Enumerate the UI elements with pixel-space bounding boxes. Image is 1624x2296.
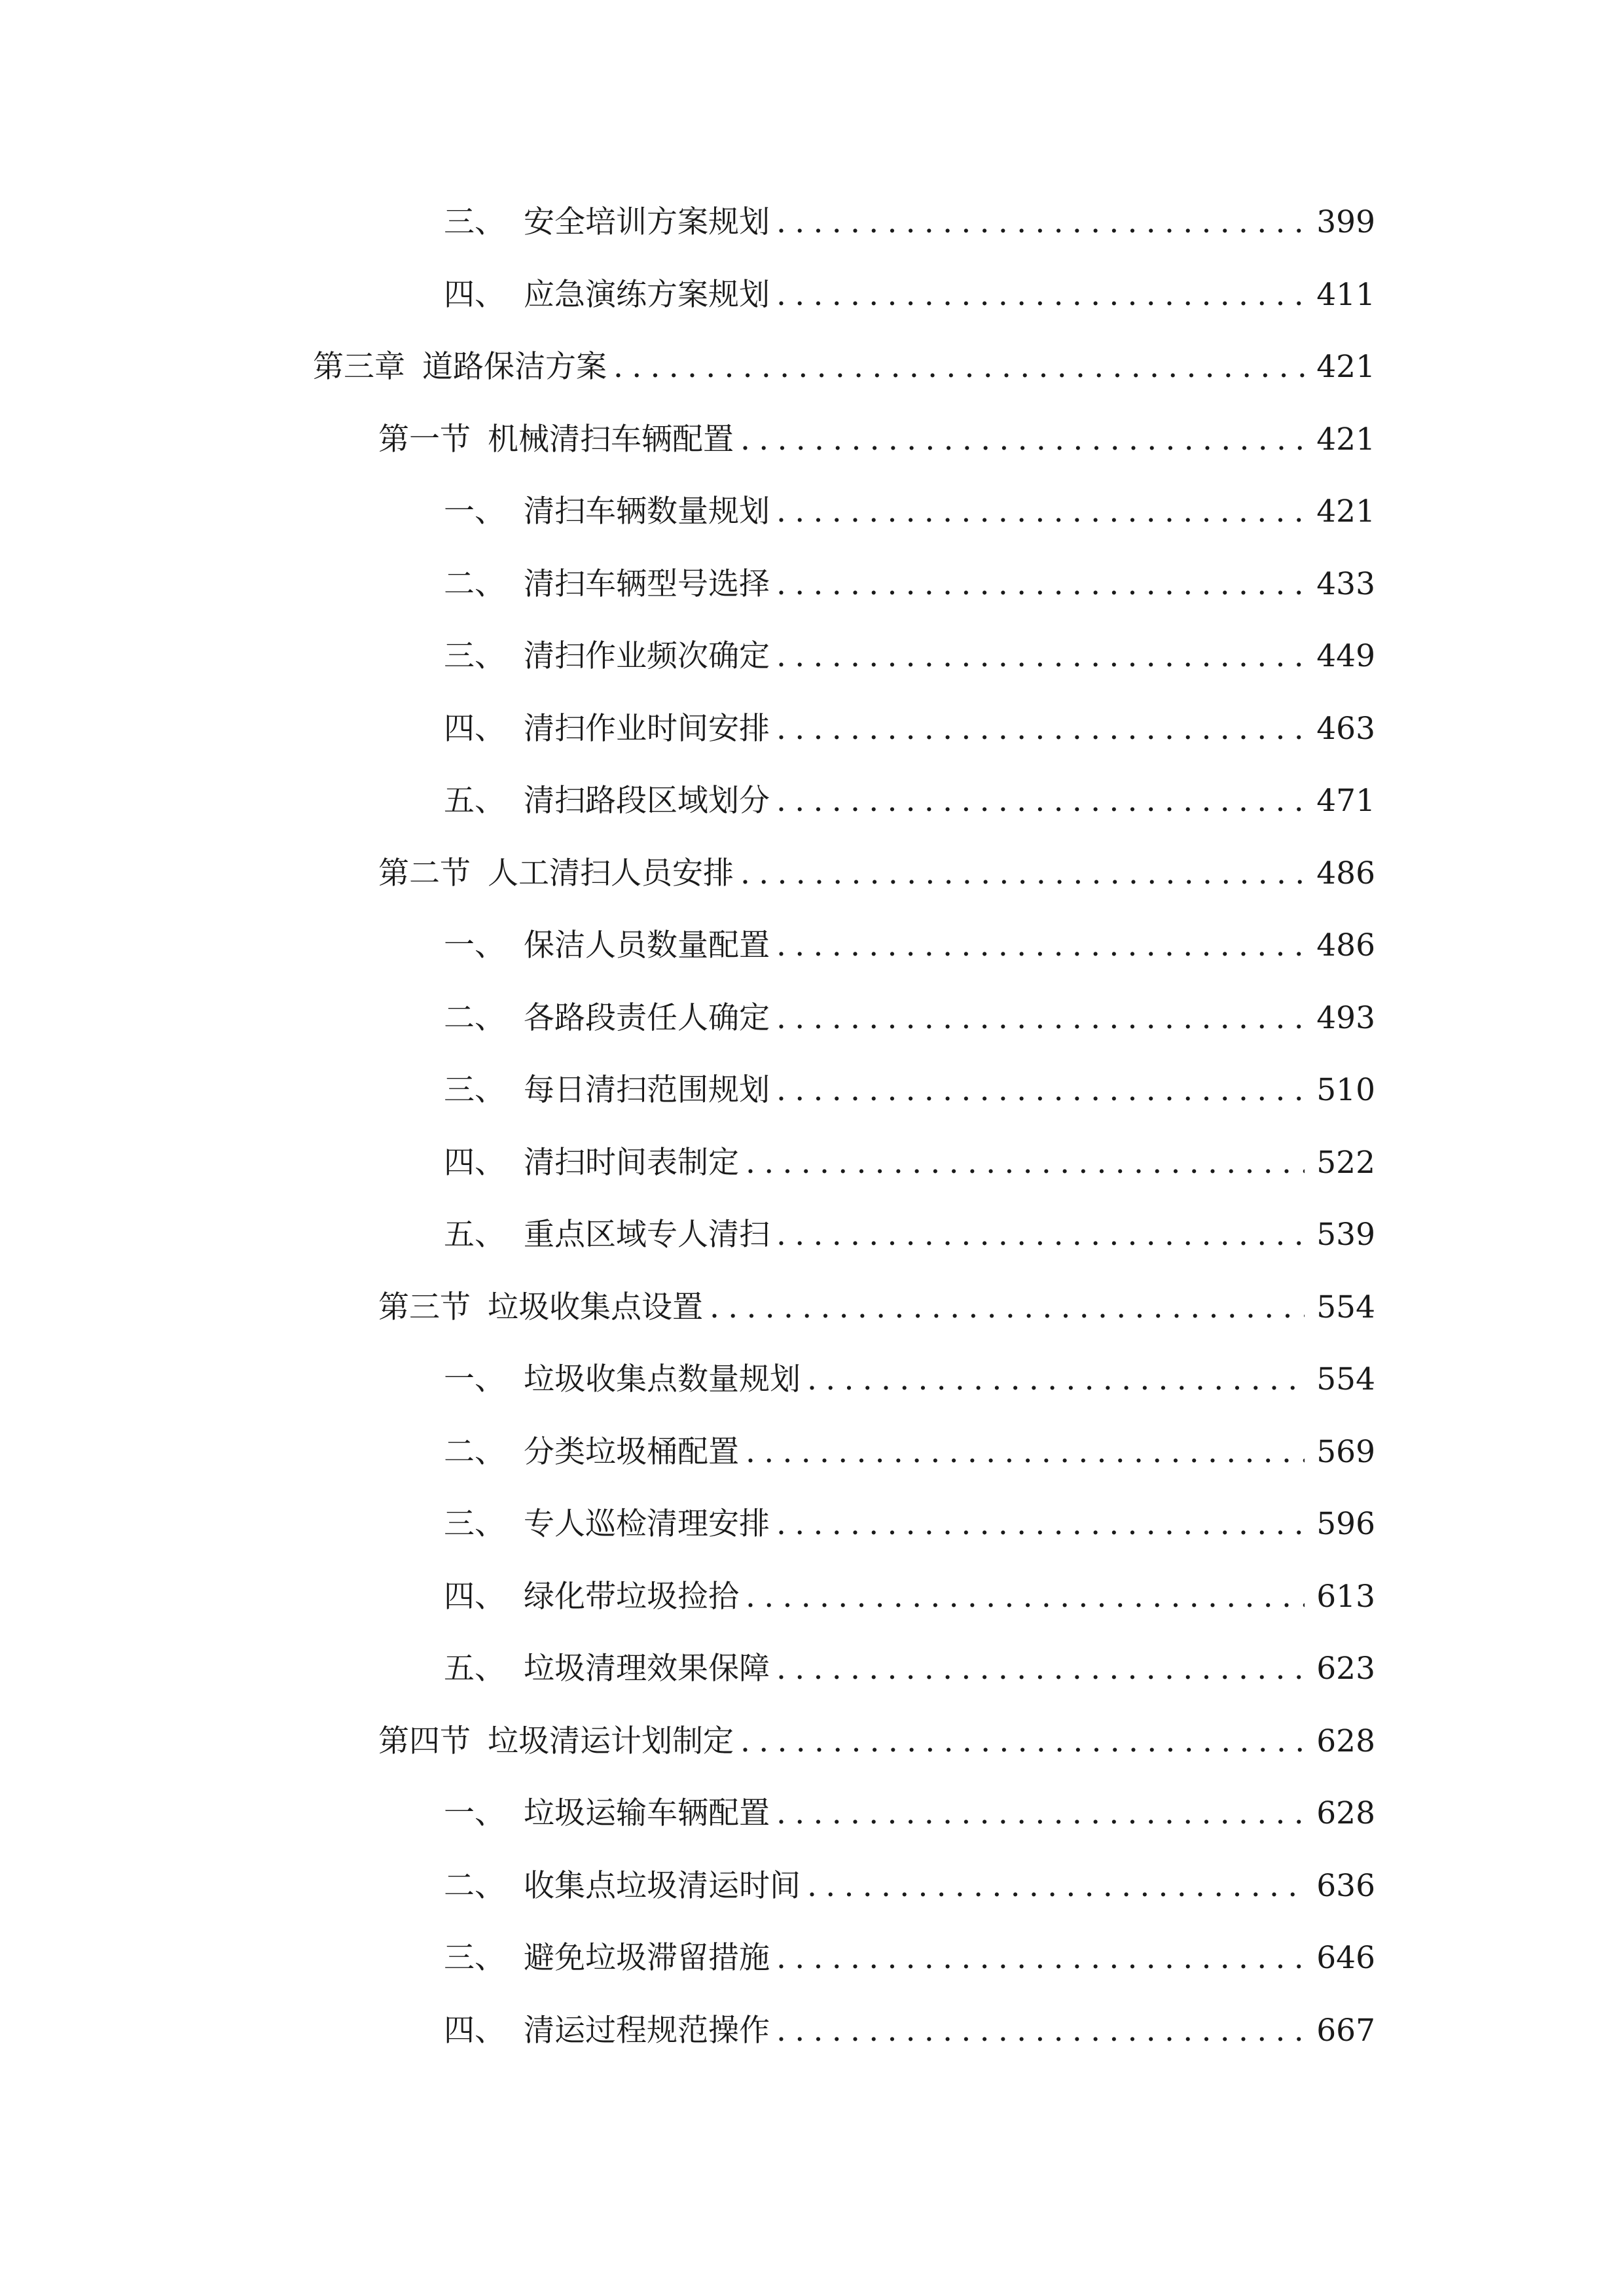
toc-entry-page-number: 421 xyxy=(1316,422,1375,457)
toc-entry-title: 清运过程规范操作 xyxy=(524,2013,770,2049)
toc-entry-marker: 一、 xyxy=(444,1361,505,1397)
toc-entry[interactable] xyxy=(378,407,1375,459)
toc-entry-marker: 三、 xyxy=(444,1940,505,1976)
toc-entry-marker: 第一节 xyxy=(378,422,471,457)
toc-entry-title: 垃圾清理效果保障 xyxy=(524,1651,770,1687)
toc-dot-leader xyxy=(807,1867,1305,1906)
toc-entry-marker: 一、 xyxy=(444,1795,505,1831)
toc-dot-leader xyxy=(776,709,1305,749)
toc-entry[interactable] xyxy=(444,1926,1375,1978)
toc-entry-marker: 四、 xyxy=(444,1145,505,1181)
toc-entry-marker: 三、 xyxy=(444,1072,505,1108)
toc-dot-leader xyxy=(776,203,1305,242)
toc-entry-marker: 二、 xyxy=(444,566,505,602)
toc-entry-marker: 三、 xyxy=(444,204,505,240)
toc-entry-marker: 第三节 xyxy=(378,1289,471,1325)
toc-entry-title: 清扫作业时间安排 xyxy=(524,711,770,747)
toc-entry-page-number: 486 xyxy=(1316,927,1375,963)
toc-entry-marker: 二、 xyxy=(444,1000,505,1036)
toc-entry-page-number: 471 xyxy=(1316,783,1375,819)
toc-entry-marker: 一、 xyxy=(444,927,505,963)
toc-entry-page-number: 449 xyxy=(1316,638,1375,674)
toc-entry-page-number: 613 xyxy=(1316,1579,1375,1615)
toc-entry-page-number: 421 xyxy=(1316,349,1375,385)
toc-entry-marker: 四、 xyxy=(444,277,505,313)
toc-entry-marker: 五、 xyxy=(444,1651,505,1687)
toc-entry-title: 绿化带垃圾捡拾 xyxy=(524,1579,739,1615)
toc-entry-page-number: 433 xyxy=(1316,566,1375,602)
toc-entry-page-number: 493 xyxy=(1316,1000,1375,1036)
toc-entry[interactable] xyxy=(444,986,1375,1038)
toc-dot-leader xyxy=(776,2011,1305,2051)
toc-entry-marker: 一、 xyxy=(444,493,505,529)
toc-entry-title: 人工清扫人员安排 xyxy=(488,855,734,891)
toc-entry-page-number: 667 xyxy=(1316,2013,1375,2049)
toc-entry-title: 清扫路段区域划分 xyxy=(524,783,770,819)
toc-entry-page-number: 646 xyxy=(1316,1940,1375,1976)
toc-dot-leader xyxy=(776,276,1305,315)
toc-entry-page-number: 628 xyxy=(1316,1723,1375,1759)
toc-entry-page-number: 399 xyxy=(1316,204,1375,240)
toc-entry-title: 每日清扫范围规划 xyxy=(524,1072,770,1108)
toc-dot-leader xyxy=(776,1649,1305,1689)
toc-dot-leader xyxy=(776,926,1305,965)
toc-entry-page-number: 623 xyxy=(1316,1651,1375,1687)
toc-entry-title: 垃圾收集点数量规划 xyxy=(524,1361,801,1397)
toc-entry[interactable] xyxy=(444,552,1375,604)
toc-dot-leader xyxy=(776,781,1305,821)
toc-entry-marker: 二、 xyxy=(444,1434,505,1470)
toc-entry-marker: 五、 xyxy=(444,783,505,819)
toc-entry[interactable] xyxy=(444,1781,1375,1833)
toc-entry[interactable] xyxy=(444,696,1375,749)
toc-entry-title: 清扫时间表制定 xyxy=(524,1145,739,1181)
toc-dot-leader xyxy=(776,1794,1305,1833)
toc-entry-title: 分类垃圾桶配置 xyxy=(524,1434,739,1470)
toc-entry-page-number: 522 xyxy=(1316,1145,1375,1181)
toc-entry[interactable] xyxy=(444,190,1375,242)
toc-entry[interactable] xyxy=(444,1202,1375,1255)
toc-entry-title: 安全培训方案规划 xyxy=(524,204,770,240)
toc-entry-title: 机械清扫车辆配置 xyxy=(488,422,734,457)
toc-entry-page-number: 636 xyxy=(1316,1868,1375,1904)
toc-dot-leader xyxy=(776,1505,1305,1544)
toc-entry[interactable] xyxy=(313,334,1375,387)
toc-entry-marker: 第三章 xyxy=(313,349,405,385)
toc-dot-leader xyxy=(740,420,1305,459)
toc-entry-marker: 四、 xyxy=(444,1579,505,1615)
toc-dot-leader xyxy=(776,492,1305,531)
toc-entry[interactable] xyxy=(444,1636,1375,1689)
toc-entry-title: 重点区域专人清扫 xyxy=(524,1217,770,1253)
toc-entry-title: 清扫作业频次确定 xyxy=(524,638,770,674)
toc-entry-title: 清扫车辆数量规划 xyxy=(524,493,770,529)
toc-entry-page-number: 411 xyxy=(1316,277,1375,313)
toc-entry-title: 应急演练方案规划 xyxy=(524,277,770,313)
toc-entry-page-number: 554 xyxy=(1316,1289,1375,1325)
toc-entry-page-number: 554 xyxy=(1316,1361,1375,1397)
toc-entry-title: 清扫车辆型号选择 xyxy=(524,566,770,602)
toc-entry-title: 垃圾运输车辆配置 xyxy=(524,1795,770,1831)
toc-dot-leader xyxy=(710,1288,1305,1327)
toc-entry-marker: 二、 xyxy=(444,1868,505,1904)
toc-entry[interactable] xyxy=(444,262,1375,315)
toc-entry-title: 保洁人员数量配置 xyxy=(524,927,770,963)
toc-dot-leader xyxy=(776,565,1305,604)
toc-entry-page-number: 486 xyxy=(1316,855,1375,891)
toc-entry[interactable] xyxy=(444,913,1375,965)
toc-dot-leader xyxy=(746,1143,1305,1183)
toc-entry[interactable] xyxy=(444,1420,1375,1472)
toc-dot-leader xyxy=(746,1577,1305,1617)
toc-entry-title: 垃圾清运计划制定 xyxy=(488,1723,734,1759)
toc-entry-page-number: 510 xyxy=(1316,1072,1375,1108)
toc-entry[interactable] xyxy=(444,1854,1375,1906)
toc-entry-marker: 四、 xyxy=(444,2013,505,2049)
toc-entry-page-number: 596 xyxy=(1316,1506,1375,1542)
toc-entry-title: 垃圾收集点设置 xyxy=(488,1289,703,1325)
toc-entry[interactable] xyxy=(444,1492,1375,1544)
toc-entry-title: 避免垃圾滞留措施 xyxy=(524,1940,770,1976)
toc-entry-title: 各路段责任人确定 xyxy=(524,1000,770,1036)
toc-entry-marker: 五、 xyxy=(444,1217,505,1253)
toc-entry[interactable] xyxy=(444,1998,1375,2051)
toc-entry-marker: 第四节 xyxy=(378,1723,471,1759)
toc-dot-leader xyxy=(776,1939,1305,1978)
toc-entry-page-number: 421 xyxy=(1316,493,1375,529)
toc-entry[interactable] xyxy=(444,1564,1375,1617)
toc-entry[interactable] xyxy=(378,1709,1375,1761)
toc-dot-leader xyxy=(776,1071,1305,1110)
toc-entry[interactable] xyxy=(444,1130,1375,1183)
toc-entry-title: 道路保洁方案 xyxy=(422,349,607,385)
toc-entry-title: 收集点垃圾清运时间 xyxy=(524,1868,801,1904)
toc-dot-leader xyxy=(740,1722,1305,1761)
toc-dot-leader xyxy=(740,854,1305,893)
toc-entry-page-number: 569 xyxy=(1316,1434,1375,1470)
toc-entry-marker: 第二节 xyxy=(378,855,471,891)
toc-dot-leader xyxy=(776,1215,1305,1255)
toc-entry[interactable] xyxy=(444,479,1375,531)
toc-dot-leader xyxy=(776,999,1305,1038)
toc-entry[interactable] xyxy=(444,768,1375,821)
toc-entry-page-number: 628 xyxy=(1316,1795,1375,1831)
toc-dot-leader xyxy=(807,1360,1305,1399)
toc-entry-title: 专人巡检清理安排 xyxy=(524,1506,770,1542)
toc-entry[interactable] xyxy=(444,624,1375,676)
toc-entry-page-number: 463 xyxy=(1316,711,1375,747)
toc-entry[interactable] xyxy=(378,841,1375,893)
toc-entry-marker: 四、 xyxy=(444,711,505,747)
toc-dot-leader xyxy=(746,1433,1305,1472)
toc-entry[interactable] xyxy=(444,1347,1375,1399)
toc-entry[interactable] xyxy=(378,1275,1375,1327)
toc-entry-page-number: 539 xyxy=(1316,1217,1375,1253)
toc-dot-leader xyxy=(613,348,1305,387)
toc-entry[interactable] xyxy=(444,1058,1375,1110)
toc-dot-leader xyxy=(776,637,1305,676)
toc-entry-marker: 三、 xyxy=(444,638,505,674)
toc-entry-marker: 三、 xyxy=(444,1506,505,1542)
